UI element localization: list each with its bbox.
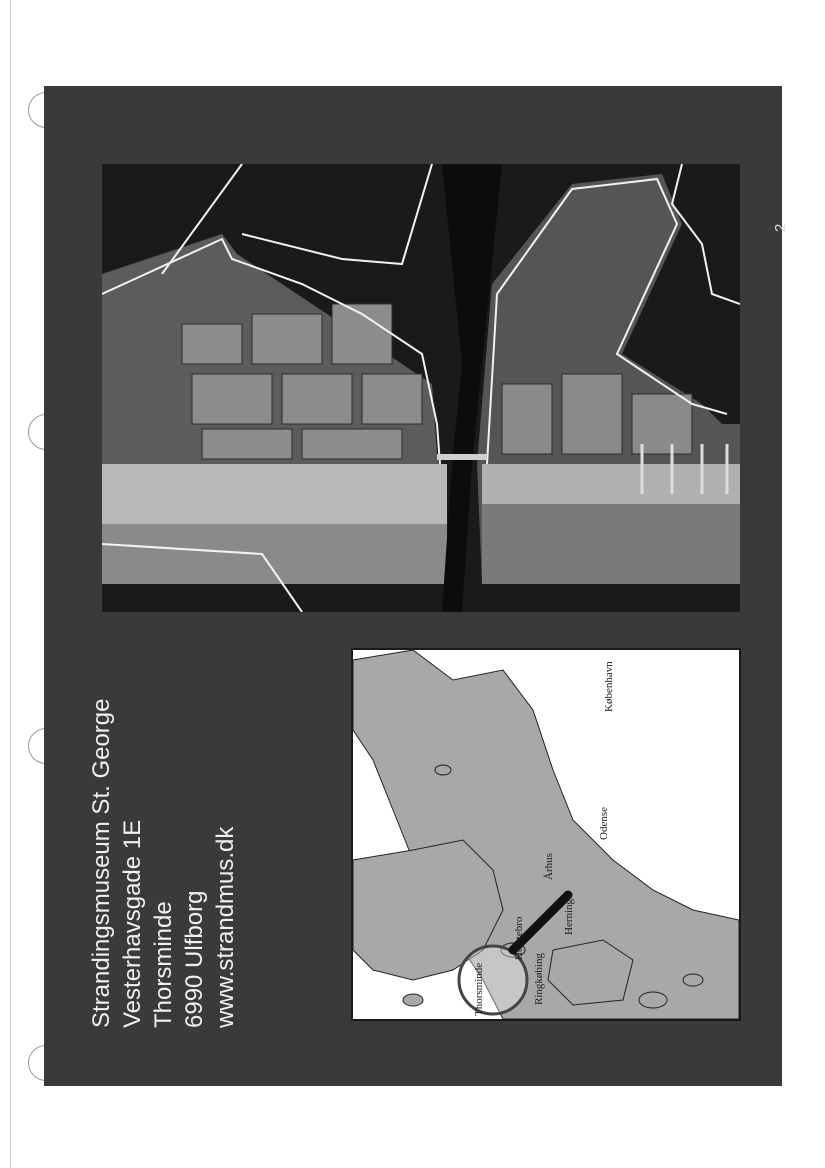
label-aarhus: Århus: [543, 853, 555, 880]
museum-address: [86, 699, 241, 1029]
slide: [44, 86, 789, 1086]
address-line: Strandingsmuseum St. George: [88, 698, 115, 1028]
label-holstebro: Holstebro: [513, 916, 525, 960]
denmark-map-graphic: [353, 650, 739, 1019]
label-thorsminde: Thorsminde: [473, 962, 485, 1016]
label-odense: Odense: [598, 807, 610, 840]
label-herning: Herning: [563, 898, 575, 935]
page-edge-line: [10, 0, 11, 1168]
address-line: Vesterhavsgade 1E: [119, 819, 146, 1028]
aerial-photo: [102, 164, 740, 612]
aerial-photo-graphic: [102, 164, 740, 612]
address-line: 6990 Ulfborg: [181, 890, 208, 1028]
label-ringkobing: Ringkøbing: [533, 953, 545, 1005]
denmark-map: [351, 648, 741, 1021]
label-kobenhavn: København: [603, 661, 615, 712]
address-link[interactable]: www.strandmus.dk: [212, 826, 239, 1028]
page-number: 2: [772, 223, 789, 232]
address-line: Thorsminde: [150, 901, 177, 1028]
